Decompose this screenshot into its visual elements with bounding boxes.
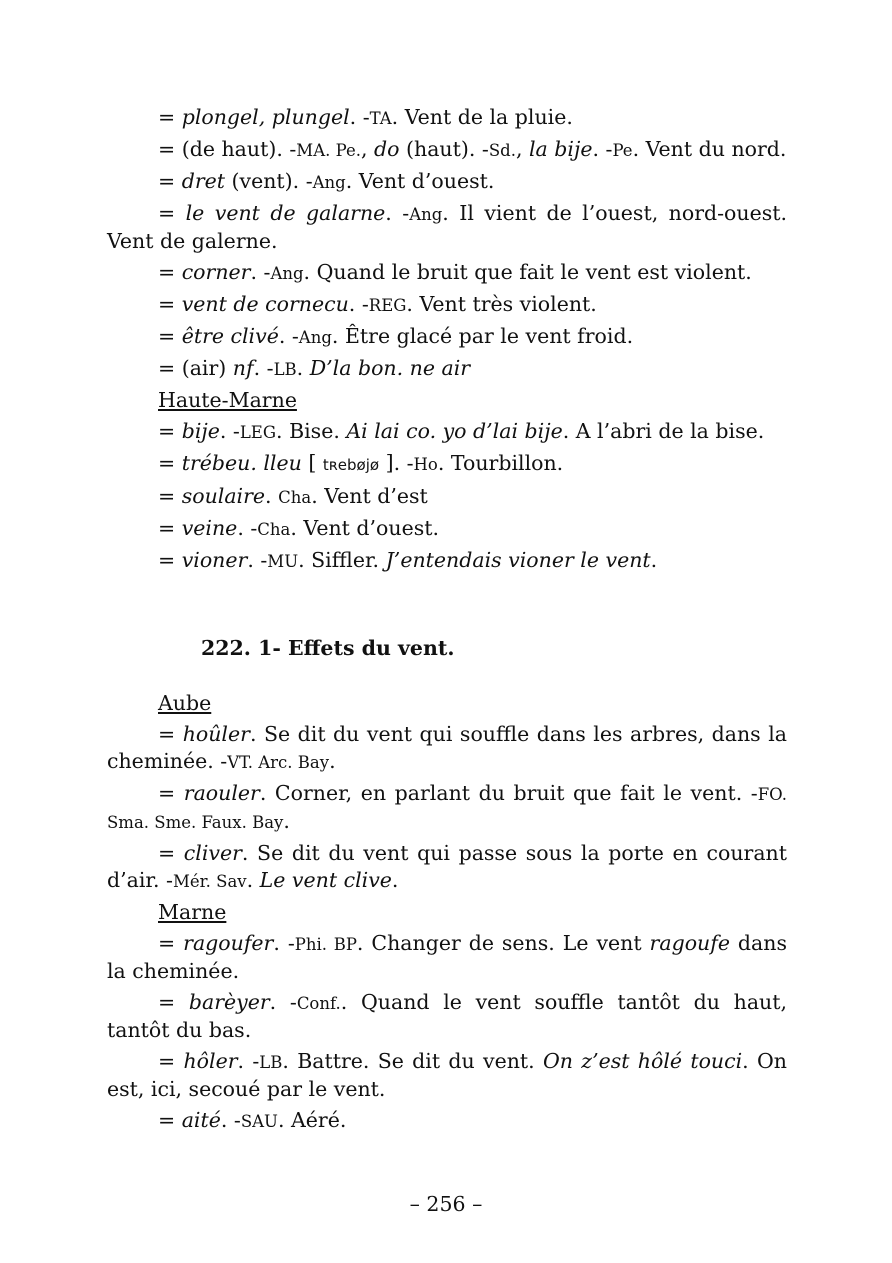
entry-text: . - xyxy=(250,260,271,284)
dictionary-entry xyxy=(107,483,787,511)
entry-text: , xyxy=(360,137,375,161)
dictionary-entry xyxy=(107,1048,787,1103)
dictionary-entry xyxy=(107,1107,787,1135)
entries-marne xyxy=(107,930,787,1135)
entry-text: . Vent de la pluie. xyxy=(391,105,573,129)
entry-text: (vent). - xyxy=(225,169,313,193)
headword: Le vent clive xyxy=(259,868,392,892)
entry-text: = (air) xyxy=(158,356,233,380)
entry-text: . - xyxy=(269,990,297,1014)
entry-text: . xyxy=(329,749,336,773)
source-abbreviation: Ang xyxy=(409,205,443,224)
source-abbreviation: Sd. xyxy=(488,141,516,160)
headword: Ai lai co. yo d’lai bije xyxy=(346,419,563,443)
entry-text: = xyxy=(158,292,182,316)
region-marne: Marne xyxy=(158,900,227,924)
entry-text: . Battre. Se dit du vent. xyxy=(282,1049,543,1073)
entry-text: = xyxy=(158,260,182,284)
entry-text: . Tourbillon. xyxy=(437,451,564,475)
entries-top xyxy=(107,104,787,383)
source-abbreviation: Mér. Sav xyxy=(172,872,247,891)
entry-text: = xyxy=(158,105,182,129)
entry-text: . xyxy=(650,548,658,572)
headword: ragoufe xyxy=(649,931,730,955)
headword: On z’est hôlé touci xyxy=(542,1049,743,1073)
entry-text: = xyxy=(158,548,182,572)
entry-text: = xyxy=(158,1108,182,1132)
headword: bije xyxy=(181,419,220,443)
headword: trébeu. lleu xyxy=(181,451,302,475)
entry-text: . - xyxy=(219,419,240,443)
entry-text: = xyxy=(158,1049,184,1073)
entry-text: = xyxy=(158,931,184,955)
headword: cliver xyxy=(183,841,242,865)
headword: ragoufer xyxy=(183,931,274,955)
entry-text: . xyxy=(246,868,260,892)
dictionary-entry xyxy=(107,780,787,836)
entry-text: = xyxy=(158,484,182,508)
source-abbreviation: LEG xyxy=(239,423,277,442)
entry-text: . Siffler. xyxy=(298,548,386,572)
entry-text: = xyxy=(158,990,189,1014)
source-abbreviation: Ang xyxy=(270,264,304,283)
entry-text: . Il vient de l’ouest, nord-ouest. Vent de galerne. xyxy=(107,201,787,253)
entry-text: . Corner, en parlant du bruit que fait le vent. - xyxy=(259,781,758,805)
entry-text: . - xyxy=(237,1049,260,1073)
source-abbreviation: FO. Sma. Sme. Faux. Bay xyxy=(107,785,787,832)
dictionary-entry xyxy=(107,450,787,479)
headword: vioner xyxy=(181,548,248,572)
source-abbreviation: Ang xyxy=(312,173,346,192)
entry-text: . Vent du nord. xyxy=(632,137,787,161)
source-abbreviation: SAU xyxy=(240,1112,278,1131)
headword: raouler xyxy=(183,781,260,805)
entries-haute-marne xyxy=(107,418,787,575)
dictionary-entry xyxy=(107,989,787,1044)
entry-text: ]. - xyxy=(379,451,414,475)
dictionary-entry xyxy=(107,840,787,895)
headword: veine xyxy=(181,516,238,540)
page-number: – 256 – xyxy=(409,1192,483,1216)
entry-text: . - xyxy=(247,548,268,572)
dictionary-entry xyxy=(107,547,787,575)
entry-text: . Vent très violent. xyxy=(406,292,597,316)
entry-text: = xyxy=(158,516,182,540)
entry-text: . xyxy=(265,484,279,508)
dictionary-entry xyxy=(107,355,787,383)
source-abbreviation: Pe xyxy=(612,141,633,160)
dictionary-entry xyxy=(107,323,787,351)
headword: soulaire xyxy=(181,484,266,508)
dictionary-entry xyxy=(107,291,787,319)
headword: D’la bon. ne air xyxy=(309,356,471,380)
entry-text: . Vent d’ouest. xyxy=(290,516,440,540)
entry-text: = xyxy=(158,451,182,475)
region-haute-marne: Haute-Marne xyxy=(158,388,297,412)
entry-text: = xyxy=(158,201,186,225)
entry-text: . - xyxy=(278,324,299,348)
headword: plongel, plungel xyxy=(181,105,350,129)
entry-text: . - xyxy=(237,516,258,540)
entry-text: = xyxy=(158,324,182,348)
source-abbreviation: Cha xyxy=(278,488,312,507)
headword: nf xyxy=(232,356,254,380)
source-abbreviation: Conf. xyxy=(296,994,341,1013)
source-abbreviation: Cha xyxy=(257,520,291,539)
dictionary-entry xyxy=(107,168,787,196)
dictionary-entry xyxy=(107,200,787,255)
source-abbreviation: VT. Arc. Bay xyxy=(227,753,330,772)
entry-text: . Se dit du vent qui passe sous la porte en courant d’air. - xyxy=(107,841,787,892)
source-abbreviation: Ang xyxy=(298,328,332,347)
entry-text: . - xyxy=(273,931,295,955)
source-abbreviation: TA xyxy=(369,109,392,128)
entry-text: (haut). - xyxy=(399,137,489,161)
source-abbreviation: MA. Pe. xyxy=(296,141,361,160)
entry-text: . On est, ici, secoué par le vent. xyxy=(107,1049,787,1101)
headword: hoûler xyxy=(182,722,250,746)
entry-text: . - xyxy=(348,292,369,316)
entry-text: . - xyxy=(220,1108,241,1132)
entry-text: . Quand le vent souffle tantôt du haut, tantôt du bas. xyxy=(107,990,787,1042)
entry-text: . Vent d’ouest. xyxy=(345,169,495,193)
entry-text: . Vent d’est xyxy=(311,484,428,508)
headword: barèyer xyxy=(188,990,270,1014)
headword: aité xyxy=(181,1108,221,1132)
entry-text: = xyxy=(158,722,183,746)
dictionary-entry xyxy=(107,418,787,446)
source-abbreviation: MU xyxy=(267,552,299,571)
entry-text: . - xyxy=(253,356,274,380)
entry-text: . - xyxy=(592,137,613,161)
entry-text: [ xyxy=(301,451,323,475)
entry-text: = (de haut). - xyxy=(158,137,297,161)
headword: corner xyxy=(181,260,251,284)
source-abbreviation: LB xyxy=(259,1053,283,1072)
entry-text: . Être glacé par le vent froid. xyxy=(331,324,634,348)
entry-text: . Quand le bruit que fait le vent est violent. xyxy=(303,260,752,284)
entry-text: . xyxy=(391,868,399,892)
headword: le vent de galarne xyxy=(185,201,386,225)
entry-text: . Changer de sens. Le vent xyxy=(356,931,650,955)
dictionary-entry xyxy=(107,136,787,164)
entry-text: . Aéré. xyxy=(277,1108,347,1132)
region-aube: Aube xyxy=(158,691,212,715)
dictionary-entry xyxy=(107,104,787,132)
entry-text: = xyxy=(158,841,184,865)
entry-text: . Bise. xyxy=(276,419,347,443)
dictionary-entry xyxy=(107,721,787,776)
entry-text: . - xyxy=(349,105,370,129)
entry-text: . xyxy=(283,809,290,833)
source-abbreviation: REG xyxy=(368,296,407,315)
entry-text: , xyxy=(515,137,529,161)
headword: J’entendais vioner le vent xyxy=(385,548,651,572)
page-body xyxy=(107,104,787,1139)
entry-text: dans la cheminée. xyxy=(107,931,787,983)
source-abbreviation: Phi. BP xyxy=(294,935,357,954)
entry-text: = xyxy=(158,781,184,805)
headword: dret xyxy=(181,169,225,193)
dictionary-entry xyxy=(107,259,787,287)
entry-text: . xyxy=(296,356,310,380)
headword: hôler xyxy=(183,1049,238,1073)
source-abbreviation: Ho xyxy=(413,455,438,474)
entry-text: = xyxy=(158,169,182,193)
entry-text: = xyxy=(158,419,182,443)
headword: la bije xyxy=(529,137,593,161)
phonetic-transcription: tʀebøjø xyxy=(322,456,380,474)
entry-text: . Se dit du vent qui souffle dans les arbres, dans la cheminée. - xyxy=(107,722,787,773)
dictionary-entry xyxy=(107,930,787,985)
entry-text: . A l’abri de la bise. xyxy=(562,419,765,443)
source-abbreviation: LB xyxy=(273,360,297,379)
headword: do xyxy=(374,137,400,161)
headword: être clivé xyxy=(181,324,279,348)
entries-aube xyxy=(107,721,787,895)
headword: vent de cornecu xyxy=(181,292,349,316)
section-heading: 222. 1- Effets du vent. xyxy=(201,636,455,660)
dictionary-entry xyxy=(107,515,787,543)
entry-text: . - xyxy=(385,201,410,225)
